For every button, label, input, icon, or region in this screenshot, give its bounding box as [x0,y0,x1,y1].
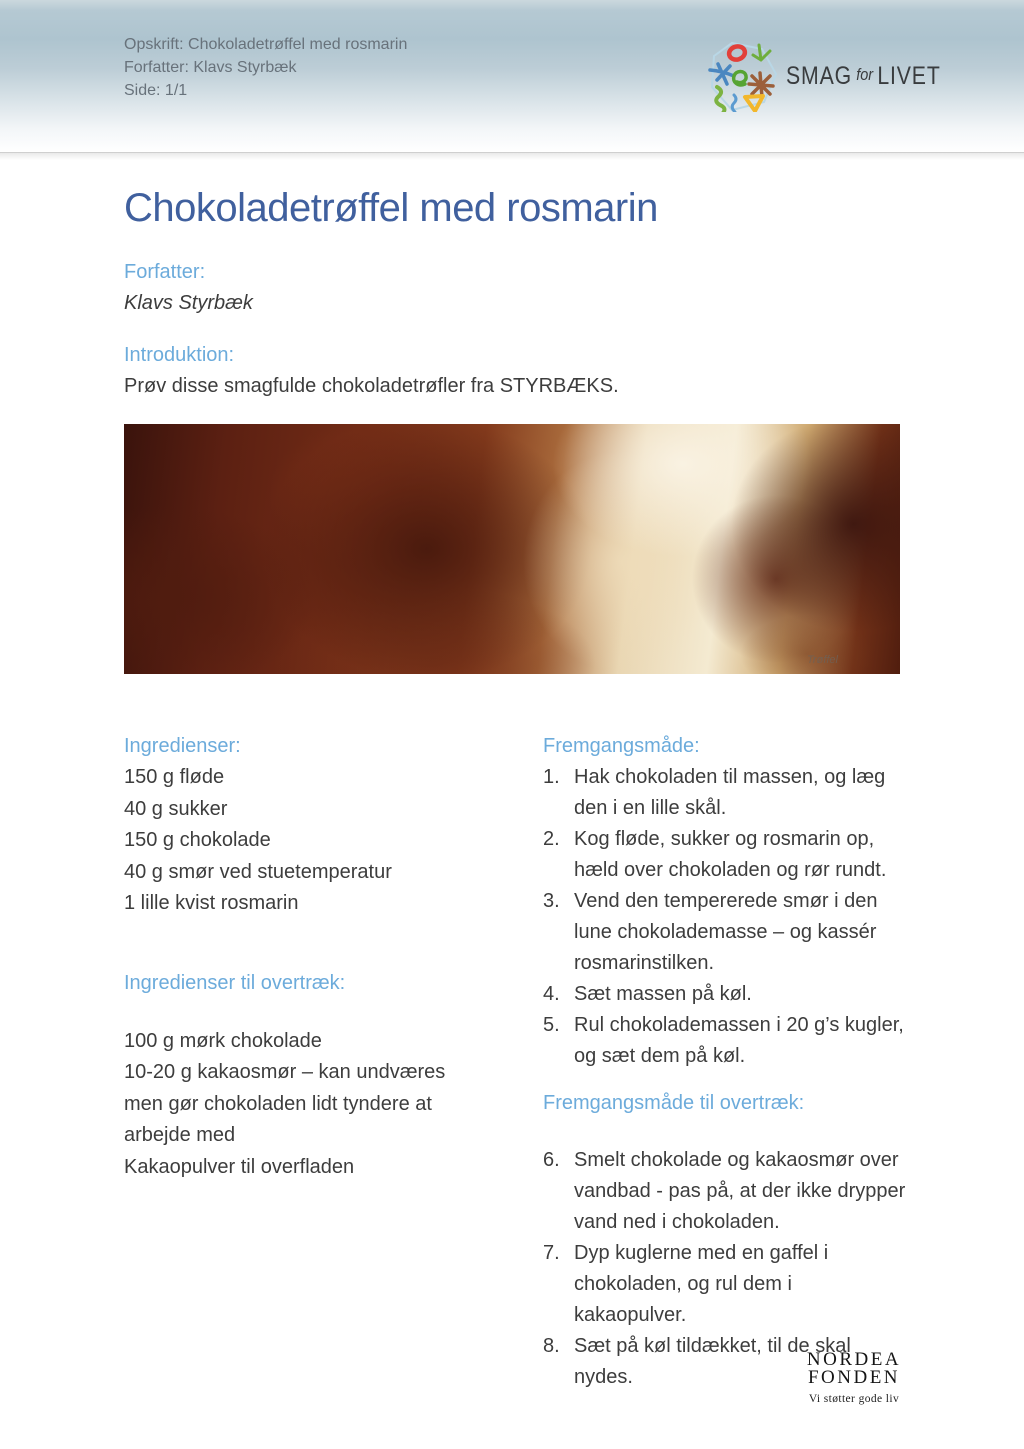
method-step [543,1010,908,1072]
step-text: Vend den tempererede smør i den lune chokolademasse – og kassér rosmarinstilken. [574,890,878,974]
method-steps [543,762,908,1072]
ingredient-item: 150 g fløde [124,766,225,788]
ingredient-item: 1 lille kvist rosmarin [124,892,299,914]
step-number: 3. [543,890,560,912]
step-number: 7. [543,1242,560,1264]
step-text: Smelt chokolade og kakaosmør over vandbad - pas på, at der ikke drypper vand ned i chokoladen. [574,1149,906,1233]
method-step [543,886,908,979]
step-number: 4. [543,983,560,1005]
author-name: Klavs Styrbæk [124,292,253,314]
smag-doodle-icon [704,40,780,112]
intro-text: Prøv disse smagfulde chokoladetrøfler fra STYRBÆKS. [124,375,619,397]
ingredient-item: Kakaopulver til overfladen [124,1155,355,1178]
method-step [543,1145,908,1238]
step-number: 5. [543,1014,560,1036]
brand-for: for [856,64,874,84]
author-label: Forfatter: [124,261,206,283]
step-text: Kog fløde, sukker og rosmarin op, hæld over chokoladen og rør rundt. [574,828,887,881]
step-number: 6. [543,1149,560,1171]
photo-watermark: Trøffel [807,654,838,666]
method-step [543,762,908,824]
header-meta [124,33,407,102]
ingredient-item: 150 g chokolade [124,829,271,851]
ingredients-column [124,731,543,1393]
nordea-fonden-logo [796,1351,912,1405]
method-column [543,731,908,1393]
step-text: Sæt massen på køl. [574,983,752,1005]
step-number: 2. [543,828,560,850]
step-text: Hak chokoladen til massen, og læg den i en lille skål. [574,766,886,819]
page-header [0,0,1024,152]
ingredients-list [124,762,458,920]
method-step [543,979,908,1010]
step-number: 1. [543,766,560,788]
ingredient-item: 40 g smør ved stuetemperatur [124,860,392,883]
step-number: 8. [543,1335,560,1357]
step-text: Rul chokolademassen i 20 g’s kugler, og sæt dem på køl. [574,1014,904,1067]
method-label: Fremgangsmåde: [543,735,700,757]
nordea-tagline: Vi støtter gode liv [808,1393,900,1405]
recipe-photo [124,424,900,674]
nordea-line: NORDEA [806,1349,902,1370]
ingredient-item: 100 g mørk chokolade [124,1029,322,1052]
brand-smag: SMAG [786,61,852,90]
document-body [124,159,908,1393]
ingredients-coating-list [124,1026,458,1184]
step-text: Sæt på køl tildækket, til de skal nydes. [574,1335,851,1388]
ingredients-label: Ingredienser: [124,735,241,757]
header-page-line: Side: 1/1 [124,82,188,99]
two-column-section [124,731,908,1393]
method-step [543,824,908,886]
ingredient-item: 40 g sukker [124,797,228,820]
method-step [543,1238,908,1331]
fonden-line: FONDEN [807,1367,901,1388]
brand-livet: LIVET [877,61,941,90]
step-text: Dyp kuglerne med en gaffel i chokoladen, og rul dem i kakaopulver. [574,1242,829,1326]
brand-wordmark [786,62,941,91]
ingredients-coating-label: Ingredienser til overtræk: [124,971,346,994]
method-coating-label: Fremgangsmåde til overtræk: [543,1092,805,1114]
header-author-line: Forfatter: Klavs Styrbæk [124,59,297,76]
smag-for-livet-logo [704,40,968,112]
intro-label: Introduktion: [124,344,235,366]
header-recipe-line: Opskrift: Chokoladetrøffel med rosmarin [124,36,408,53]
ingredient-item: 10-20 g kakaosmør – kan undværes men gør chokoladen lidt tyndere at arbejde med [124,1061,446,1146]
page-title: Chokoladetrøffel med rosmarin [124,186,658,230]
